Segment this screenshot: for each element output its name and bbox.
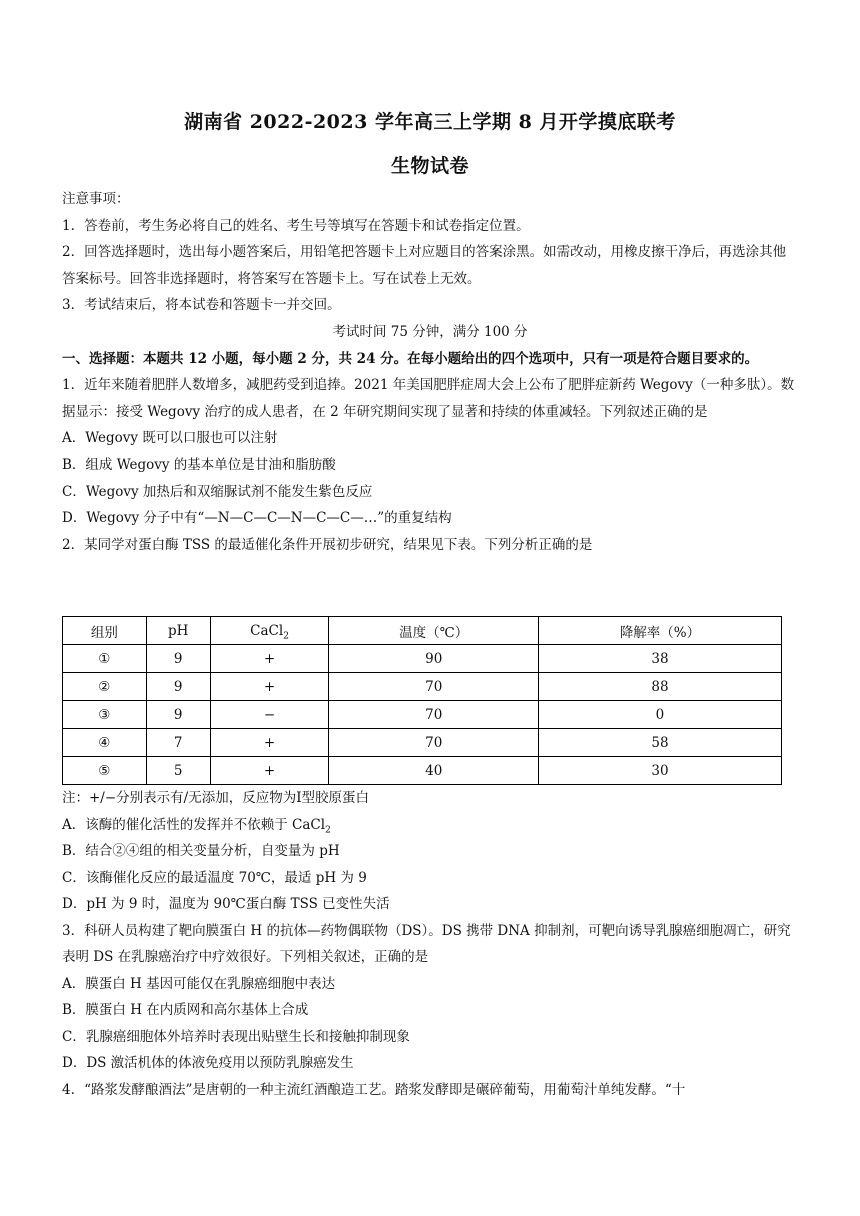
table-row — [63, 673, 782, 701]
table-row — [63, 729, 782, 757]
question-4-stem: 4．“路浆发酵酿酒法”是唐朝的一种主流红酒酿造工艺。踏浆发酵即是碾碎葡萄，用葡萄汁单纯发酵。“十 — [62, 1081, 686, 1098]
table-row — [63, 701, 782, 729]
table-cell: + — [210, 729, 329, 757]
table-cell: 0 — [538, 701, 781, 729]
table-header-cell — [210, 617, 329, 645]
question-2-continued — [62, 785, 798, 1103]
table-cell: 88 — [538, 673, 781, 701]
table-header-cell: 组别 — [63, 617, 147, 645]
question-1-option-a: A．Wegovy 既可以口服也可以注射 — [62, 430, 278, 447]
table-cell: 40 — [329, 757, 538, 785]
table-cell: 90 — [329, 645, 538, 673]
notice-item: 3．考试结束后，将本试卷和答题卡一并交回。 — [62, 297, 341, 314]
notice-heading: 注意事项： — [62, 191, 130, 207]
question-1-option-c: C．Wegovy 加热后和双缩脲试剂不能发生紫色反应 — [62, 483, 373, 500]
notice-item: 1．答卷前，考生务必将自己的姓名、考生号等填写在答题卡和试卷指定位置。 — [62, 217, 530, 234]
table-cell: 58 — [538, 729, 781, 757]
question-2-stem: 2．某同学对蛋白酶 TSS 的最适催化条件开展初步研究，结果见下表。下列分析正确的是 — [62, 536, 593, 553]
question-3-option-d: D．DS 激活机体的体液免疫用以预防乳腺癌发生 — [62, 1055, 354, 1071]
question-3-option-a: A．膜蛋白 H 基因可能仅在乳腺癌细胞中表达 — [62, 975, 336, 992]
table-cell: 70 — [329, 673, 538, 701]
table-cell: 7 — [146, 729, 210, 757]
section-heading: 一、选择题：本题共 12 小题，每小题 2 分，共 24 分。在每小题给出的四个选项中，只有一项是符合题目要求的。 — [62, 350, 759, 367]
table-cell: ④ — [63, 729, 147, 757]
question-2-option-c: C．该酶催化反应的最适温度 70℃，最适 pH 为 9 — [62, 869, 367, 886]
question-1-option-b: B．组成 Wegovy 的基本单位是甘油和脂肪酸 — [62, 456, 336, 473]
notice-item: 2．回答选择题时，选出每小题答案后，用铅笔把答题卡上对应题目的答案涂黑。如需改动，用橡皮擦干净后，再选涂其他答案标号。回答非选择题时，将答案写在答题卡上。写在试卷上无效。 — [62, 244, 787, 287]
table-header-cell: 温度（℃） — [329, 617, 538, 645]
table-cell: ③ — [63, 701, 147, 729]
question-1-stem: 1．近年来随着肥胖人数增多，减肥药受到追捧。2021 年美国肥胖症周大会上公布了肥胖症新药 Wegovy（一种多肽）。数据显示：接受 Wegovy 治疗的成人患者，在 2 年研究期间实现了显著和持续的体重减轻。下列叙述正确的是 — [62, 377, 795, 420]
question-3-stem: 3．科研人员构建了靶向膜蛋白 H 的抗体—药物偶联物（DS）。DS 携带 DNA 抑制剂，可靶向诱导乳腺癌细胞凋亡，研究表明 DS 在乳腺癌治疗中疗效很好。下列相关叙述，正确的是 — [62, 922, 791, 965]
table-header-row — [63, 617, 782, 645]
table-header-cell: 降解率（%） — [538, 617, 781, 645]
table-cell: 38 — [538, 645, 781, 673]
exam-info: 考试时间 75 分钟，满分 100 分 — [332, 323, 528, 340]
table-cell: ① — [63, 645, 147, 673]
exam-title: 湖南省 2022-2023 学年高三上学期 8 月开学摸底联考 — [184, 111, 676, 133]
table-row — [63, 757, 782, 785]
table-row — [63, 645, 782, 673]
table-cell: 70 — [329, 701, 538, 729]
table-note: 注：+/−分别表示有/无添加，反应物为Ⅰ型胶原蛋白 — [62, 790, 370, 806]
exam-subject-title: 生物试卷 — [390, 155, 469, 177]
notice-section — [62, 186, 798, 558]
question-3-option-c: C．乳腺癌细胞体外培养时表现出贴壁生长和接触抑制现象 — [62, 1028, 410, 1045]
question-1-option-d: D．Wegovy 分子中有“—N—C—C—N—C—C—…”的重复结构 — [62, 510, 452, 527]
table-cell: 5 — [146, 757, 210, 785]
question-2-option-a — [62, 812, 798, 839]
question-2-option-b: B．结合②④组的相关变量分析，自变量为 pH — [62, 843, 340, 859]
cacl-label: CaCl — [250, 622, 284, 639]
table-cell: 9 — [146, 645, 210, 673]
table-cell: 30 — [538, 757, 781, 785]
option-a-text: A．该酶的催化活性的发挥并不依赖于 CaCl — [62, 816, 326, 833]
table-cell: ⑤ — [63, 757, 147, 785]
enzyme-results-table — [62, 616, 782, 785]
table-cell: ② — [63, 673, 147, 701]
table-header-cell: pH — [146, 617, 210, 645]
table-cell: 9 — [146, 701, 210, 729]
table-cell: + — [210, 757, 329, 785]
question-2-option-d: D．pH 为 9 时，温度为 90℃蛋白酶 TSS 已变性失活 — [62, 896, 390, 912]
table-cell: + — [210, 645, 329, 673]
option-a-subscript: 2 — [325, 825, 331, 836]
table-cell: 9 — [146, 673, 210, 701]
question-3-option-b: B．膜蛋白 H 在内质网和高尔基体上合成 — [62, 1002, 309, 1018]
cacl-subscript: 2 — [283, 631, 289, 642]
table-cell: − — [210, 701, 329, 729]
table-cell: + — [210, 673, 329, 701]
table-cell: 70 — [329, 729, 538, 757]
